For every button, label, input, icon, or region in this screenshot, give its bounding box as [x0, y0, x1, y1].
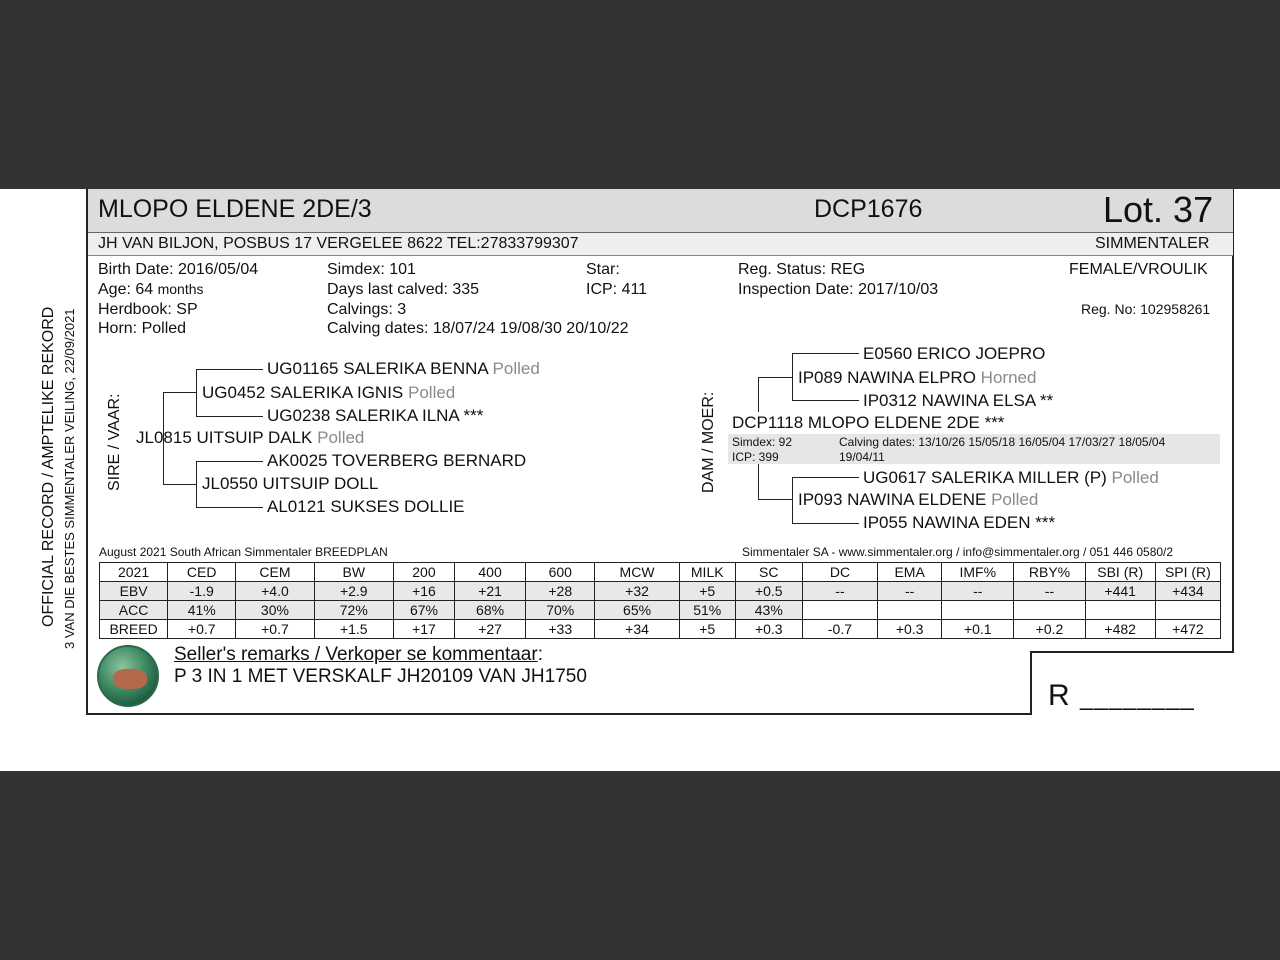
- ebv-table: [99, 562, 1221, 639]
- dam-bracket-top-h: [758, 377, 792, 378]
- acc-row: ACC 41% 30% 72% 67% 68% 70% 65% 51% 43%: [100, 601, 1221, 620]
- dam-label: DAM / MOER:: [700, 391, 717, 493]
- breed-row: BREED +0.7 +0.7 +1.5 +17 +27 +33 +34 +5 +0.3 -0.7 +0.3 +0.1 +0.2 +482 +472: [100, 620, 1221, 639]
- dam-bracket-bottom-v: [758, 464, 759, 499]
- dam-dam-sire: UG0617 SALERIKA MILLER (P) Polled: [863, 468, 1159, 487]
- sd-bracket-top: [196, 461, 263, 462]
- dam-simdex: Simdex: 92: [732, 435, 793, 449]
- price-label: R: [1048, 679, 1070, 712]
- ss-bracket-v: [196, 369, 197, 416]
- horn-status: Horn: Polled: [98, 320, 187, 337]
- sd-bracket-bottom: [196, 507, 263, 508]
- dam-calving-dates: Calving dates: 13/10/26 15/05/18 16/05/04 17/03/27 18/05/04: [839, 435, 1166, 449]
- age: [98, 281, 204, 299]
- ebv-row: EBV -1.9 +4.0 +2.9 +16 +21 +28 +32 +5 +0.5 -- -- -- -- +441 +434: [100, 582, 1221, 601]
- breed-name: SIMMENTALER: [1095, 235, 1210, 252]
- sire-bracket-top: [163, 392, 196, 393]
- sire-sire: UG0452 SALERIKA IGNIS Polled: [202, 383, 456, 402]
- society-logo-icon: [97, 645, 159, 707]
- age-unit: months: [157, 281, 204, 297]
- sex: FEMALE/VROULIK: [1069, 261, 1208, 278]
- dd-bracket-bottom: [792, 523, 859, 524]
- simdex: Simdex: 101: [327, 261, 416, 278]
- inspection-date: Inspection Date: 2017/10/03: [738, 281, 939, 298]
- ebv-header-row: 2021 CED CEM BW 200 400 600 MCW MILK SC DC EMA IMF% RBY% SBI (R) SPI (R): [100, 563, 1221, 582]
- sire-dam: JL0550 UITSUIP DOLL: [202, 474, 379, 493]
- sire-bracket-bottom: [163, 484, 196, 485]
- dam-sire: IP089 NAWINA ELPRO Horned: [798, 368, 1037, 387]
- ss-bracket-top: [196, 369, 263, 370]
- sire-dam-dam: AL0121 SUKSES DOLLIE: [267, 497, 465, 516]
- dd-bracket-top: [792, 477, 859, 478]
- card-bottom-border: [88, 713, 1032, 715]
- ds-bracket-top: [792, 353, 859, 354]
- remarks-text: P 3 IN 1 MET VERSKALF JH20109 VAN JH1750: [174, 666, 587, 687]
- sd-bracket-v: [196, 461, 197, 507]
- birth-date: Birth Date: 2016/05/04: [98, 261, 259, 278]
- animal-name: MLOPO ELDENE 2DE/3: [98, 195, 372, 223]
- dam: DCP1118 MLOPO ELDENE 2DE ***: [732, 413, 1005, 432]
- sire-sire-sire: UG01165 SALERIKA BENNA Polled: [267, 359, 540, 378]
- price-blank[interactable]: ________: [1080, 684, 1195, 711]
- herdbook: Herdbook: SP: [98, 301, 198, 318]
- remarks-title: Seller's remarks / Verkoper se kommentaar:: [174, 644, 543, 665]
- reg-status: Reg. Status: REG: [738, 261, 866, 278]
- days-last-calved: Days last calved: 335: [327, 281, 480, 298]
- calving-dates: Calving dates: 18/07/24 19/08/30 20/10/22: [327, 320, 629, 337]
- lot-number: Lot. 37: [1103, 189, 1214, 230]
- dam-sire-sire: E0560 ERICO JOEPRO: [863, 344, 1046, 363]
- sire: JL0815 UITSUIP DALK Polled: [136, 428, 365, 447]
- breeder-line: JH VAN BILJON, POSBUS 17 VERGELEE 8622 TEL:27833799307: [98, 235, 579, 252]
- sire-label: SIRE / VAAR:: [106, 393, 123, 491]
- dd-bracket-v: [792, 477, 793, 523]
- icp: ICP: 411: [586, 281, 648, 298]
- dam-dam-dam: IP055 NAWINA EDEN ***: [863, 513, 1056, 532]
- dam-bracket-top-v: [758, 377, 759, 412]
- star: Star:: [586, 261, 620, 278]
- dam-bracket-bottom-h: [758, 499, 792, 500]
- dam-calving-dates-cont: 19/04/11: [839, 450, 885, 464]
- calvings: Calvings: 3: [327, 301, 407, 318]
- lot-card: [0, 189, 1280, 771]
- sire-dam-sire: AK0025 TOVERBERG BERNARD: [267, 451, 527, 470]
- ds-bracket-bottom: [792, 400, 859, 401]
- ss-bracket-bottom: [196, 416, 263, 417]
- reg-number: Reg. No: 102958261: [1081, 301, 1211, 317]
- official-record-label: OFFICIAL RECORD / AMPTELIKE REKORD: [40, 306, 57, 627]
- sire-sire-dam: UG0238 SALERIKA ILNA ***: [267, 406, 484, 425]
- dam-dam: IP093 NAWINA ELDENE Polled: [798, 490, 1039, 509]
- reg-code: DCP1676: [814, 195, 923, 223]
- society-contact: Simmentaler SA - www.simmentaler.org / info@simmentaler.org / 051 446 0580/2: [742, 545, 1174, 559]
- ds-bracket-v: [792, 353, 793, 400]
- dam-sire-dam: IP0312 NAWINA ELSA **: [863, 391, 1054, 410]
- dam-icp: ICP: 399: [732, 450, 779, 464]
- breedplan-caption: August 2021 South African Simmentaler BREEDPLAN: [99, 545, 388, 559]
- age-value: Age: 64: [98, 281, 154, 298]
- auction-label: 3 VAN DIE BESTES SIMMENTALER VEILING, 22/09/2021: [62, 308, 77, 649]
